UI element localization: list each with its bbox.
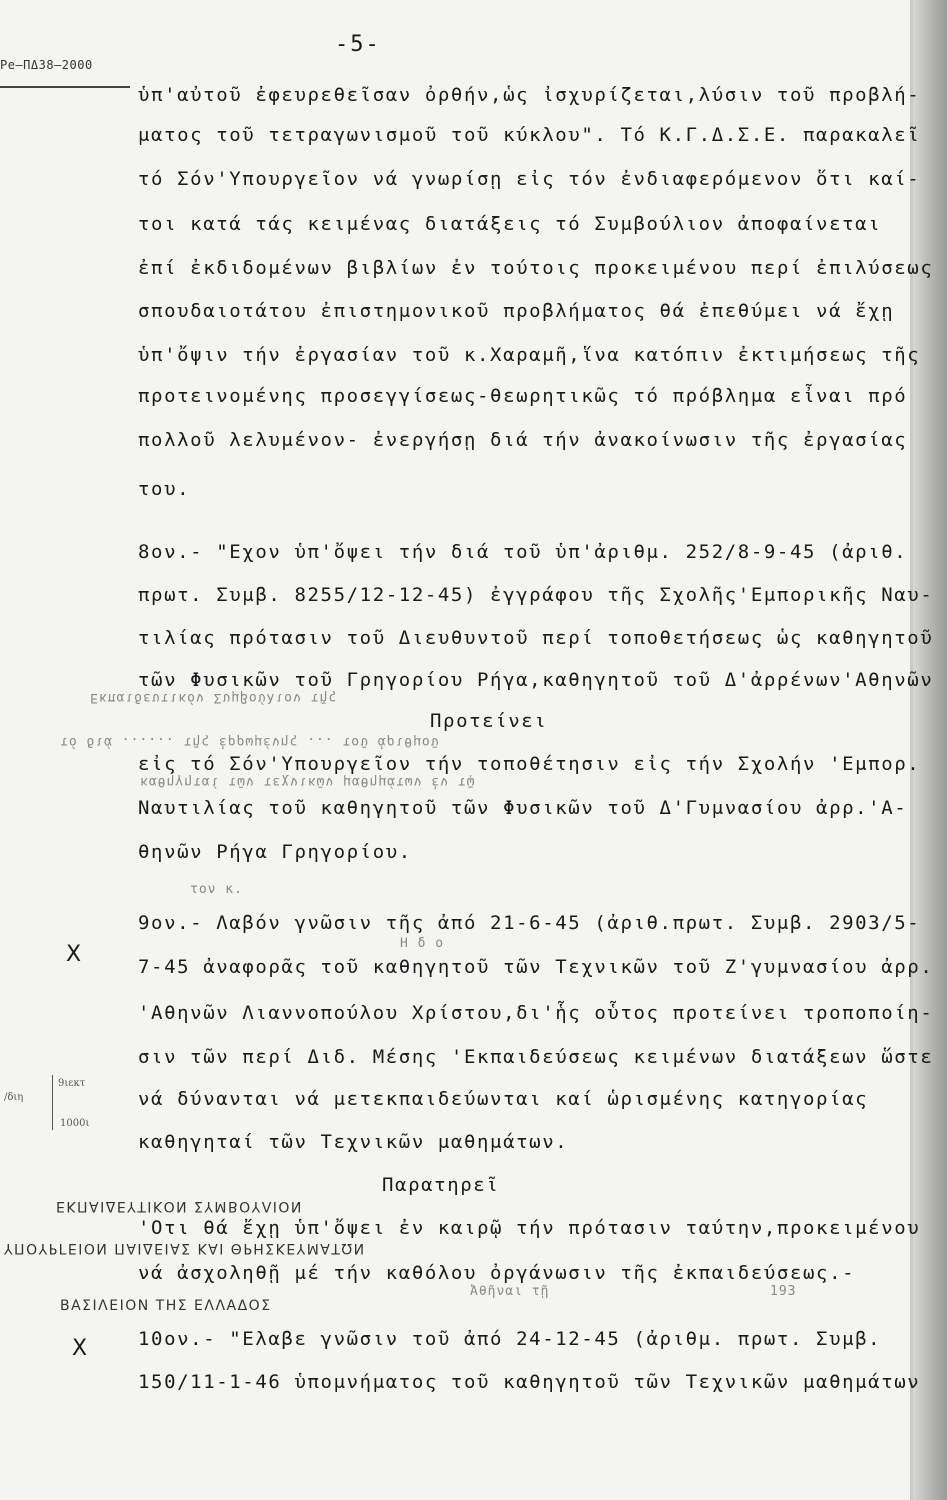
handwritten-mark: Η δ ο	[400, 936, 445, 951]
text-line: ὑπ'ὄψιν τήν ἐργασίαν τοῦ κ.Χαραμῆ,ἵνα κατόπιν ἐκτιμήσεως τῆς	[138, 344, 921, 366]
stamp-line: ΥΠΟΥΡΓΕΙΟΝ ΠΑΙΔΕΙΑΣ ΚΑΙ ΘΡΗΣΚΕΥΜΑΤΩΝ	[4, 1240, 366, 1256]
bleed-through-text: Ἀθῆναι τῇ	[470, 1284, 550, 1299]
text-line: νά δύνανται νά μετεκπαιδεύωνται καί ὡρισμένης κατηγορίας	[138, 1088, 869, 1110]
text-line: προτεινομένης προσεγγίσεως-θεωρητικῶς τό πρόβλημα εἶναι πρό	[138, 385, 908, 407]
bleed-through-text: 193	[770, 1284, 797, 1299]
heading-paratirei: Παρατηρεῖ	[382, 1174, 500, 1196]
text-line: του.	[138, 478, 191, 500]
text-line: 8ον.- "Εχον ὑπ'ὄψει τήν διά τοῦ ὑπ'ἀριθμ. 252/8-9-45 (ἀριθ.	[138, 541, 908, 563]
page-number: -5-	[335, 32, 381, 57]
text-line: πολλοῦ λελυμένον- ἐνεργήσῃ διά τήν ἀνακοίνωσιν τῆς ἐργασίας	[138, 429, 908, 451]
bleed-through-text: καθηγηταί τῶν τεχνικῶν μαθημάτων ἐν τῷ	[140, 774, 476, 789]
text-line: νά ἀσχοληθῇ μέ τήν καθόλου ὀργάνωσιν τῆς ἐκπαιδεύσεως.-	[138, 1262, 856, 1284]
text-line: πρωτ. Συμβ. 8255/12-12-45) ἐγγράφου τῆς Σχολῆς'Εμπορικῆς Ναυ-	[138, 584, 934, 606]
bleed-through-text: Εκπαιδευτικόν Συμβούλιον τῆς	[90, 690, 338, 705]
text-line: τοι κατά τάς κειμένας διατάξεις τό Συμβούλιον ἀποφαίνεται	[138, 213, 882, 235]
corner-rule	[0, 86, 130, 88]
bleed-through-text: τό διά ...... τῆς ἐρρωμένης ... τοῦ ἀριθμοῦ	[60, 734, 440, 749]
stamp-line: ΒΑΣΙΛΕΙΟΝ ΤΗΣ ΕΛΛΑΔΟΣ	[60, 1298, 272, 1314]
text-line: 7-45 ἀναφορᾶς τοῦ καθηγητοῦ τῶν Τεχνικῶν τοῦ Ζ'γυμνασίου ἀρρ.	[138, 956, 934, 978]
text-line: 9ον.- Λαβόν γνῶσιν τῆς ἀπό 21-6-45 (ἀριθ.πρωτ. Συμβ. 2903/5-	[138, 912, 921, 934]
text-line: καθηγηταί τῶν Τεχνικῶν μαθημάτων.	[138, 1131, 569, 1153]
text-line: σπουδαιοτάτου ἐπιστημονικοῦ προβλήματος θά ἐπεθύμει νά ἔχῃ	[138, 300, 895, 322]
margin-note: 9ιεκτ	[58, 1078, 86, 1089]
margin-bracket	[52, 1075, 53, 1130]
text-line: τό Σόν'Υπουργεῖον νά γνωρίσῃ εἰς τόν ἐνδιαφερόμενον ὅτι καί-	[138, 168, 921, 190]
text-line: εἰς τό Σόν'Υπουργεῖον τήν τοποθέτησιν εἰς τήν Σχολήν 'Εμπορ.	[138, 753, 921, 775]
heading-proteinei: Προτείνει	[430, 710, 548, 732]
text-line: 'Οτι θά ἔχῃ ὑπ'ὄψει ἐν καιρῷ τήν πρότασιν ταύτην,προκειμένου	[138, 1217, 921, 1239]
text-line: θηνῶν Ρήγα Γρηγορίου.	[138, 841, 412, 863]
margin-x-mark: X	[66, 942, 82, 967]
text-line: ματος τοῦ τετραγωνισμοῦ τοῦ κύκλου". Τό Κ.Γ.Δ.Σ.Ε. παρακαλεῖ	[138, 124, 921, 146]
margin-note: 1000ι	[60, 1118, 90, 1129]
handwritten-mark: τον κ.	[190, 882, 243, 897]
text-line: τιλίας πρότασιν τοῦ Διευθυντοῦ περί τοποθετήσεως ὡς καθηγητοῦ	[138, 627, 934, 649]
text-line: ὑπ'αὐτοῦ ἐφευρεθεῖσαν ὀρθήν,ὡς ἰσχυρίζεται,λύσιν τοῦ προβλή-	[138, 84, 921, 106]
text-line: τῶν Φυσικῶν τοῦ Γρηγορίου Ρήγα,καθηγητοῦ τοῦ Δ'ἀρρένων'Αθηνῶν	[138, 669, 934, 691]
margin-note: /διη	[4, 1092, 24, 1103]
text-line: ἐπί ἐκδιδομένων βιβλίων ἐν τούτοις προκειμένου περί ἐπιλύσεως	[138, 257, 934, 279]
text-line: 150/11-1-46 ὑπομνήματος τοῦ καθηγητοῦ τῶν Τεχνικῶν μαθημάτων	[138, 1371, 921, 1393]
page-edge	[913, 0, 947, 1500]
text-line: Ναυτιλίας τοῦ καθηγητοῦ τῶν Φυσικῶν τοῦ Δ'Γυμνασίου ἀρρ.'Α-	[138, 797, 908, 819]
corner-reference: Ρe—ΠΔ38—2000	[0, 58, 93, 72]
text-line: 10ον.- "Ελαβε γνῶσιν τοῦ ἀπό 24-12-45 (ἀριθμ. πρωτ. Συμβ.	[138, 1328, 882, 1350]
text-line: 'Αθηνῶν Λιαννοπούλου Χρίστου,δι'ἧς οὗτος προτείνει τροποποίη-	[138, 1002, 934, 1024]
margin-x-mark: X	[72, 1336, 88, 1361]
stamp-line: ΕΚΠΑΙΔΕΥΤΙΚΟΝ ΣΥΜΒΟΥΛΙΟΝ	[56, 1198, 303, 1214]
text-line: σιν τῶν περί Διδ. Μέσης 'Εκπαιδεύσεως κειμένων διατάξεων ὥστε	[138, 1046, 934, 1068]
